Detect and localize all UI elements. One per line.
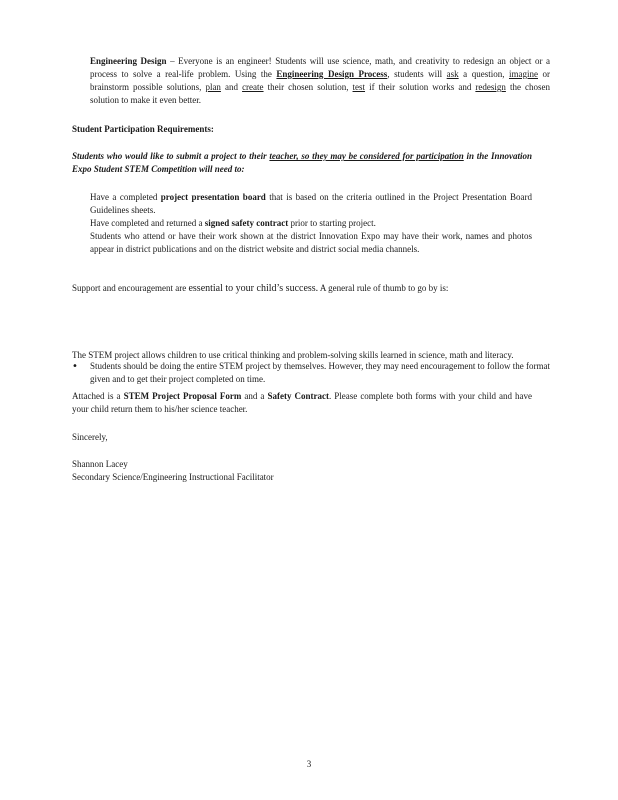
list-item: Have completed and returned a signed safety contract prior to starting project. bbox=[90, 218, 376, 228]
engineering-design-paragraph: Engineering Design – Everyone is an engineer! Students will use science, math, and creativity to redesign an object or a process to solve a real-life problem. Using the Engineering Design Process, students will ask a question, imagine or brainstorm possible solutions, plan and create their chosen solution, test if their solution works and redesign the chosen solution to make it even better. bbox=[90, 56, 551, 105]
engineering-design-title: Engineering Design bbox=[90, 56, 167, 66]
imagine-word: imagine bbox=[508, 69, 538, 79]
create-word: create bbox=[242, 82, 264, 92]
page-number: 3 bbox=[306, 759, 312, 769]
closing: Sincerely, bbox=[72, 432, 108, 442]
support-bullet: • Students should be doing the entire STEM project by themselves. However, they may need encouragement to follow the format given and to get their project completed on time. bbox=[72, 361, 550, 384]
teacher-underlined: teacher, so they may be considered for participation bbox=[269, 151, 464, 161]
stem-paragraph: The STEM project allows children to use critical thinking and problem-solving skills learned in science, math and literacy. bbox=[72, 350, 514, 360]
essential-phrase: essential to your child’s success. bbox=[188, 283, 319, 294]
requirements-intro: Students who would like to submit a project to their teacher, so they may be considered for participation in the Innovation Expo Student STEM Competition will need to: bbox=[72, 151, 532, 174]
list-item: Students who attend or have their work shown at the district Innovation Expo may have their work, names and photos appear in district publications and on the district website and district social media channels. bbox=[90, 231, 532, 254]
redesign-word: redesign bbox=[475, 82, 506, 92]
bullet-dot-icon: • bbox=[72, 361, 78, 372]
proposal-form-name: STEM Project Proposal Form bbox=[123, 391, 242, 401]
signature-title: Secondary Science/Engineering Instructional Facilitator bbox=[72, 472, 274, 482]
ask-word: ask bbox=[446, 69, 459, 79]
test-word: test bbox=[352, 82, 366, 92]
safety-contract-name: Safety Contract bbox=[267, 391, 329, 401]
support-paragraph: Support and encouragement are essential to your child’s success. A general rule of thumb to go by is: bbox=[72, 283, 449, 294]
list-item: Have a completed project presentation board that is based on the criteria outlined in the Project Presentation Board Guidelines sheets. bbox=[90, 192, 533, 215]
attached-paragraph: Attached is a STEM Project Proposal Form and a Safety Contract. Please complete both forms with your child and have your child return them to his/her science teacher. bbox=[72, 391, 533, 414]
engineering-design-process-link[interactable]: Engineering Design Process bbox=[276, 69, 388, 79]
requirements-list bbox=[72, 191, 532, 256]
plan-word: plan bbox=[205, 82, 221, 92]
requirements-heading: Student Participation Requirements: bbox=[72, 124, 214, 134]
signature-block bbox=[72, 458, 532, 484]
signature-name: Shannon Lacey bbox=[72, 459, 128, 469]
